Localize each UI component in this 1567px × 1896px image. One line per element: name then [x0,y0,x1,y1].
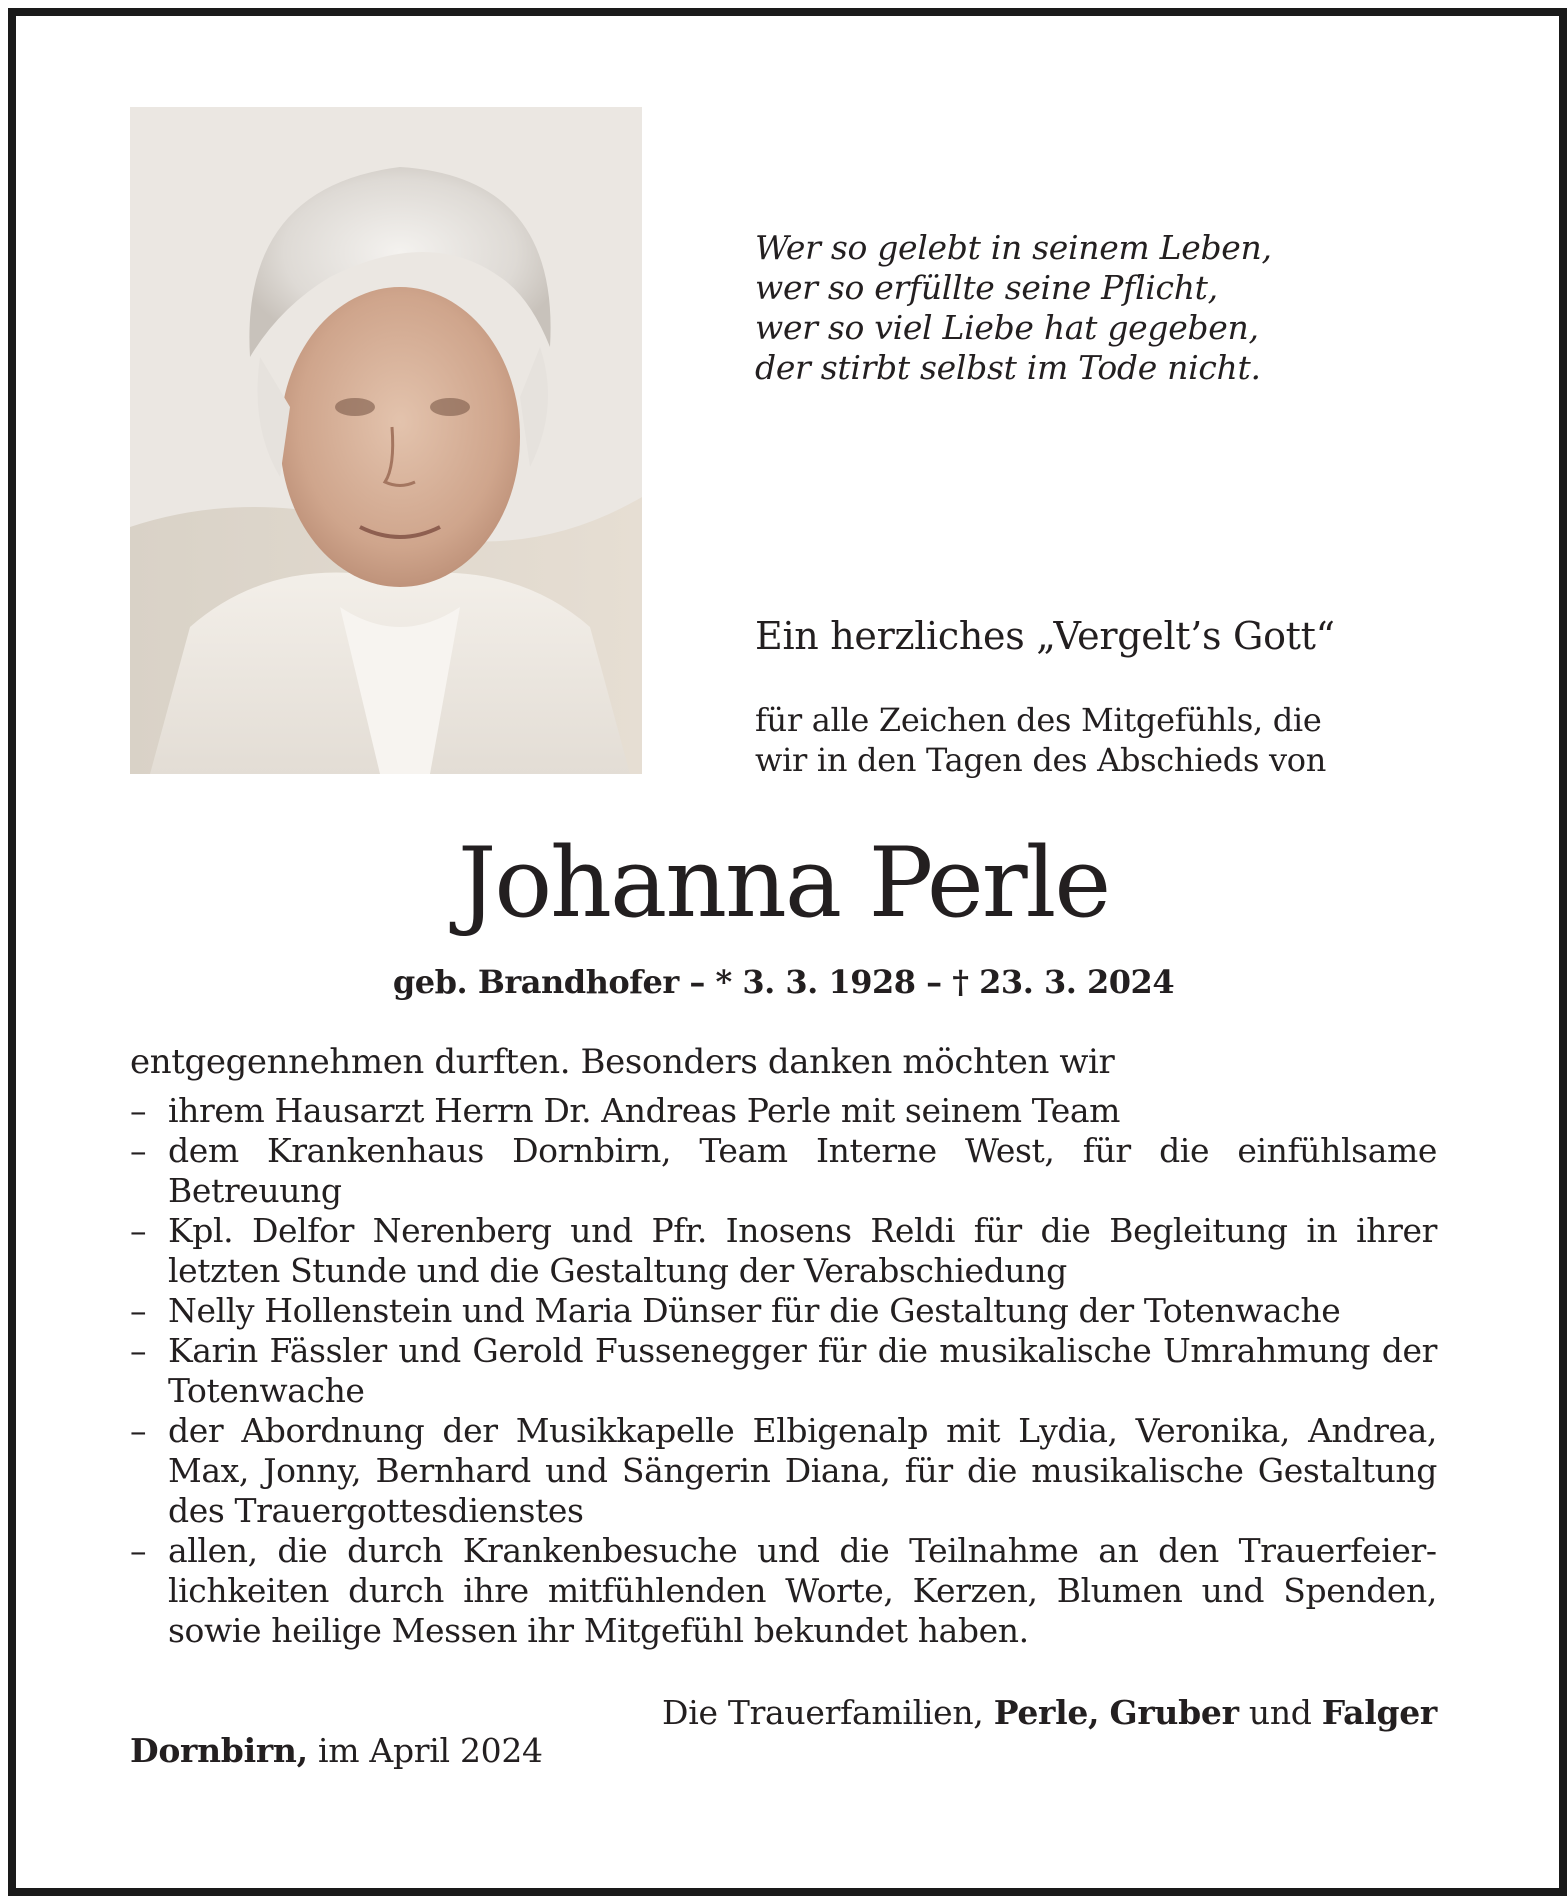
thanks-intro-line: wir in den Tagen des Abschieds von [755,741,1327,779]
deceased-dates: geb. Brandhofer – * 3. 3. 1928 – † 23. 3. 2024 [392,963,1175,1001]
dash-bullet: – [130,1291,147,1330]
list-item [130,1331,1437,1411]
thanks-list [130,1091,1437,1651]
poem-line: wer so erfüllte seine Pflicht, [755,268,1218,307]
deceased-name: Johanna Perle [457,827,1110,939]
family-name-perle: Perle, [993,1693,1100,1732]
dash-bullet: – [130,1091,147,1130]
list-item-text: Nelly Hollenstein und Maria Dünser für die Gestaltung der Totenwache [168,1291,1341,1330]
dash-bullet: – [130,1331,147,1370]
dash-bullet: – [130,1131,147,1170]
thanks-intro-line: für alle Zeichen des Mitgefühls, die [755,701,1322,739]
thanks-heading: Ein herzliches „Vergelt’s Gott“ [755,614,1335,658]
thanks-intro [755,700,1326,780]
dash-bullet: – [130,1411,147,1450]
list-item [130,1211,1437,1291]
family-signature [662,1691,1437,1735]
list-item-text: dem Krankenhaus Dornbirn, Team Interne West, für die einfühlsame Betreuung [168,1131,1437,1210]
signature-conjunction: und [1248,1693,1312,1732]
portrait-photo [130,107,642,774]
list-item [130,1531,1437,1651]
list-item-text: Kpl. Delfor Nerenberg und Pfr. Inosens Reldi für die Begleitung in ihrer letzten Stunde und die Gestaltung der Verabschiedung [168,1211,1437,1290]
list-item-text: allen, die durch Krankenbesuche und die Teilnahme an den Trauerfeierlichkeiten durch ihre mitfühlenden Worte, Kerzen, Blumen und Spenden, sowie heilige Messen ihr Mitgefühl bekundet haben. [168,1531,1437,1650]
signature-prefix: Die Trauerfamilien, [662,1693,984,1732]
poem-line: wer so viel Liebe hat gegeben, [755,308,1259,347]
list-item-text: Karin Fässler und Gerold Fussenegger für die musikalische Umrahmung der Totenwache [168,1331,1437,1410]
list-item [130,1291,1437,1331]
place: Dornbirn, [130,1731,308,1770]
portrait-photo-icon [130,107,642,774]
family-name-gruber: Gruber [1109,1693,1239,1732]
poem-line: Wer so gelebt in seinem Leben, [755,228,1272,267]
list-item [130,1091,1437,1131]
dash-bullet: – [130,1211,147,1250]
memorial-poem [755,228,1272,388]
list-item-text: ihrem Hausarzt Herrn Dr. Andreas Perle mit seinem Team [168,1091,1121,1130]
date: im April 2024 [318,1731,543,1770]
list-item [130,1411,1437,1531]
dash-bullet: – [130,1531,147,1570]
list-item-text: der Abordnung der Musikkapelle Elbigenalp mit Lydia, Veronika, Andrea, Max, Jonny, Bernhard und Sängerin Diana, für die musikalische Gestaltung des Trauergottesdienstes [168,1411,1437,1530]
place-and-date [130,1729,543,1773]
poem-line: der stirbt selbst im Tode nicht. [755,348,1261,387]
body-intro: entgegennehmen durften. Besonders danken möchten wir [130,1042,1115,1082]
list-item [130,1131,1437,1211]
family-name-falger: Falger [1321,1693,1437,1732]
